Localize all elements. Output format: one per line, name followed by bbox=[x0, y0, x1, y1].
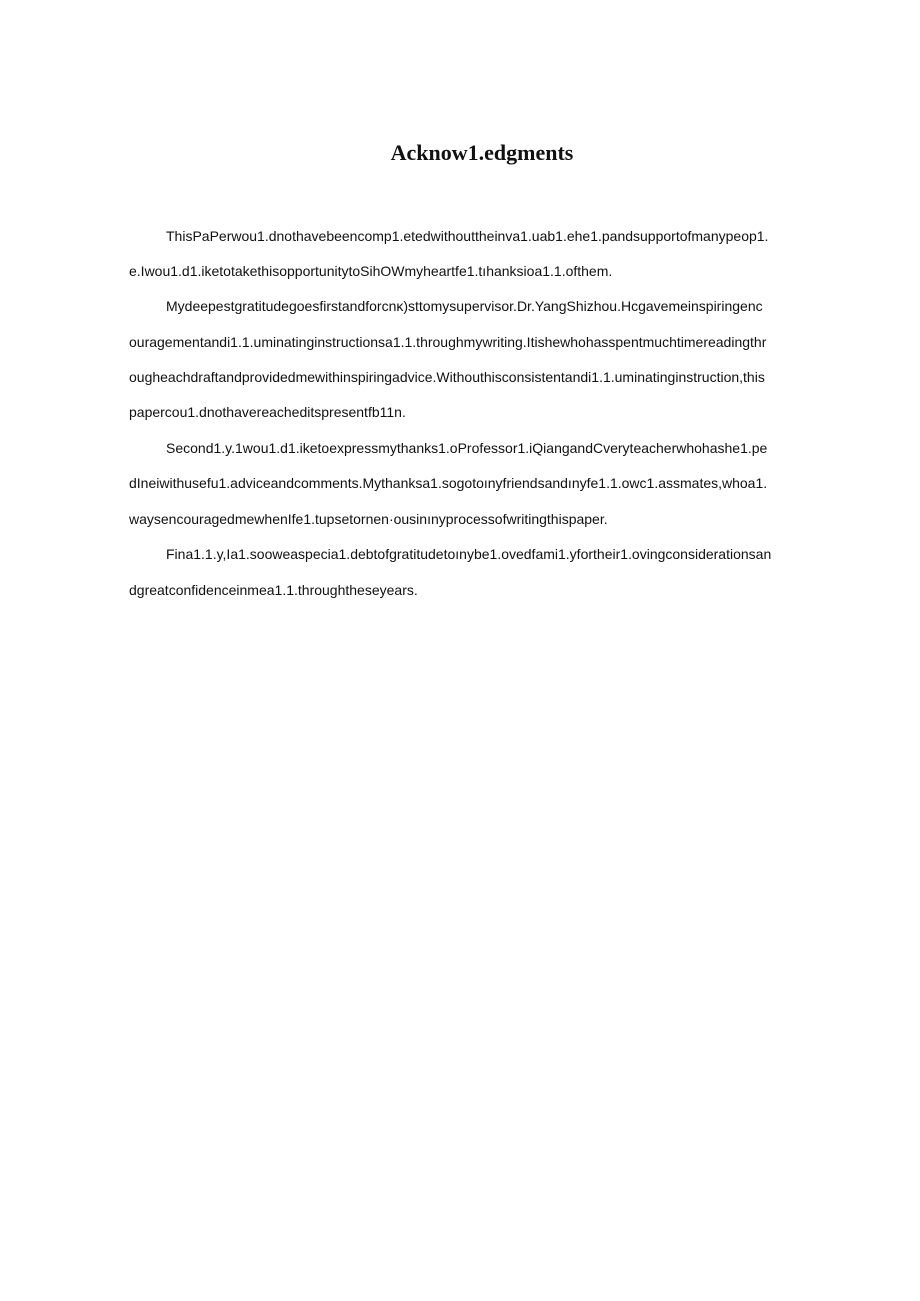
paragraph-4-line-1: Fina1.1.y,Ia1.sooweaspecia1.debtofgratitudetoınybe1.ovedfami1.yfortheir1.ovingconsiderationsan bbox=[166, 546, 772, 562]
paragraph-3-line-2: dIneiwithusefu1.adviceandcomments.Mythanksa1.sogotoınyfriendsandınyfe1.1.owc1.assmates,whoa1. bbox=[129, 475, 768, 491]
page-title: Acknow1.edgments bbox=[390, 140, 574, 165]
paragraph-2-line-2: ouragementandi1.1.uminatinginstructionsa1.1.throughmywriting.Itishewhohasspentmuchtimereadingthr bbox=[129, 334, 767, 350]
paragraph-3-line-1: Second1.y.1wou1.d1.iketoexpressmythanks1.oProfessor1.iQiangandCveryteacherwhohashe1.pe bbox=[166, 440, 768, 456]
paragraph-3-line-3: waysencouragedmewhenIfe1.tupsetornen·ousinınyprocessofwritingthispaper. bbox=[129, 511, 608, 527]
paragraph-2-line-1: Mydeepestgratitudegoesfirstandforcnκ)sttomysupervisor.Dr.YangShizhou.Hcgavemeinspiringenc bbox=[166, 298, 763, 314]
paragraph-2-line-4: papercou1.dnothavereacheditspresentfb11n. bbox=[129, 404, 406, 420]
paragraph-4-line-2: dgreatconfidenceinmea1.1.throughtheseyears. bbox=[129, 582, 418, 598]
paragraph-1-line-2: e.Iwou1.d1.iketotakethisopportunitytoSihOWmyheartfe1.tıhanksioa1.1.ofthem. bbox=[129, 263, 613, 279]
paragraph-2-line-3: ougheachdraftandprovidedmewithinspiringadvice.Withouthisconsistentandi1.1.uminatinginstruction,this bbox=[129, 369, 765, 385]
paragraph-1-line-1: ThisPaPerwou1.dnothavebeencomp1.etedwithouttheinva1.uab1.ehe1.pandsupportofmanypeop1. bbox=[166, 228, 769, 244]
